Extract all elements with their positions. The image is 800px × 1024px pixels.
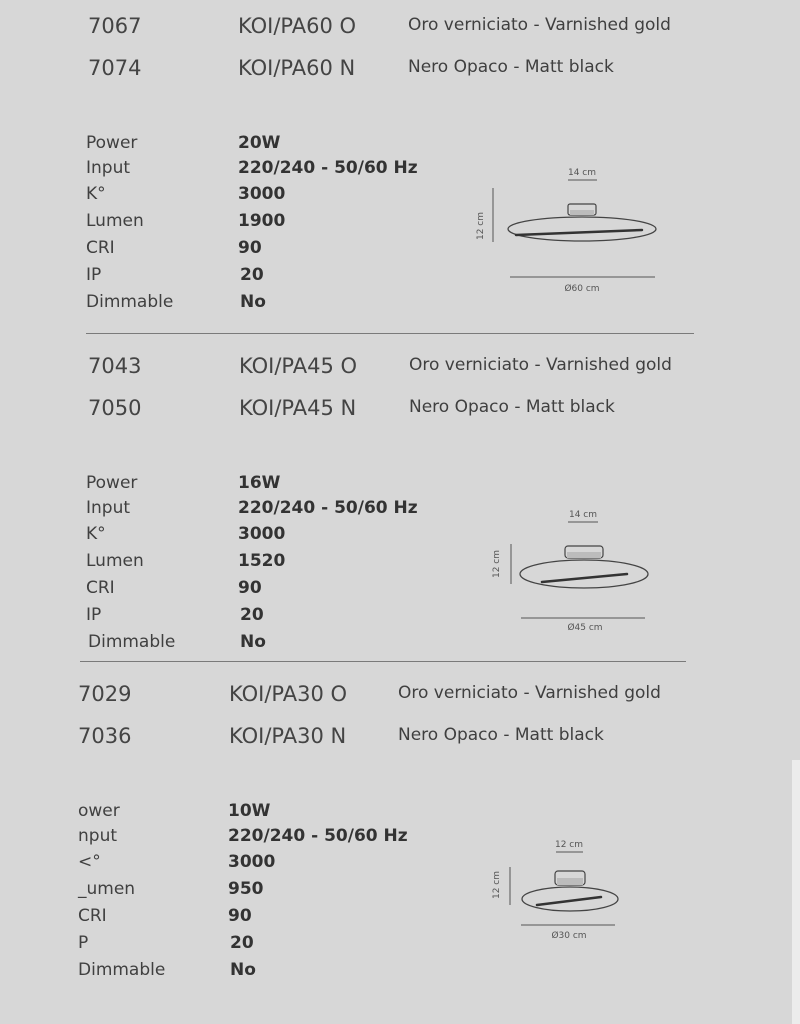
spec-label-input: Input: [86, 158, 131, 178]
product-code: 7067: [88, 14, 142, 38]
spec-label-k: K°: [86, 184, 106, 204]
canopy-shade: [567, 552, 601, 558]
dimension-diameter-label: Ø60 cm: [564, 284, 600, 294]
section-divider: [86, 333, 694, 334]
product-model: KOI/PA45 O: [239, 354, 358, 378]
dimension-top-label: 14 cm: [567, 168, 597, 178]
product-finish: Nero Opaco - Matt black: [409, 397, 615, 417]
spec-value-k: 3000: [228, 852, 276, 872]
spec-label-dimmable: Dimmable: [78, 960, 166, 980]
spec-value-power: 10W: [228, 801, 271, 821]
lamp-light-slot: [537, 897, 601, 905]
spec-value-k: 3000: [238, 524, 286, 544]
product-finish: Oro verniciato - Varnished gold: [408, 15, 671, 35]
spec-value-ip: 20: [230, 933, 254, 953]
dimension-height-label: 12 cm: [476, 211, 486, 241]
spec-value-k: 3000: [238, 184, 286, 204]
dimension-height-label: 12 cm: [492, 549, 502, 579]
product-model: KOI/PA30 O: [229, 682, 348, 706]
spec-label-dimmable: Dimmable: [86, 292, 174, 312]
spec-label-k: K°: [86, 524, 106, 544]
product-section-pa45: [0, 340, 800, 664]
spec-label-cri: CRI: [86, 238, 115, 258]
spec-value-power: 20W: [238, 133, 281, 153]
spec-label-input: nput: [78, 826, 118, 846]
spec-value-dimmable: No: [230, 960, 256, 980]
dimension-top-label: 12 cm: [554, 840, 584, 850]
lamp-light-slot: [516, 230, 642, 235]
spec-label-ip: IP: [86, 265, 102, 285]
product-code: 7036: [78, 724, 132, 748]
product-model: KOI/PA60 O: [238, 14, 357, 38]
product-code: 7050: [88, 396, 142, 420]
dimension-drawing-pa60: [470, 160, 670, 300]
spec-label-lumen: Lumen: [86, 211, 144, 231]
product-finish: Oro verniciato - Varnished gold: [409, 355, 672, 375]
spec-value-input: 220/240 - 50/60 Hz: [238, 498, 418, 518]
spec-label-power: ower: [78, 801, 120, 821]
lamp-light-slot: [542, 574, 627, 582]
spec-value-dimmable: No: [240, 292, 266, 312]
product-model: KOI/PA45 N: [239, 396, 357, 420]
dimension-diameter-label: Ø45 cm: [567, 623, 603, 633]
spec-value-input: 220/240 - 50/60 Hz: [228, 826, 408, 846]
product-code: 7043: [88, 354, 142, 378]
product-finish: Nero Opaco - Matt black: [398, 725, 604, 745]
dimension-top-label: 14 cm: [568, 510, 598, 520]
product-finish: Nero Opaco - Matt black: [408, 57, 614, 77]
spec-label-cri: CRI: [78, 906, 107, 926]
spec-label-input: Input: [86, 498, 131, 518]
spec-value-ip: 20: [240, 265, 264, 285]
spec-label-cri: CRI: [86, 578, 115, 598]
product-section-pa30: [0, 668, 800, 1018]
product-code: 7074: [88, 56, 142, 80]
spec-label-power: Power: [86, 133, 138, 153]
spec-label-k: <°: [78, 852, 101, 872]
spec-value-input: 220/240 - 50/60 Hz: [238, 158, 418, 178]
dimension-drawing-pa45: [485, 502, 665, 637]
spec-value-power: 16W: [238, 473, 281, 493]
spec-label-power: Power: [86, 473, 138, 493]
dimension-drawing-pa30: [485, 833, 635, 948]
product-model: KOI/PA30 N: [229, 724, 347, 748]
dimension-height-label: 12 cm: [492, 870, 502, 900]
spec-value-lumen: 1900: [238, 211, 286, 231]
spec-label-dimmable: Dimmable: [88, 632, 176, 652]
product-model: KOI/PA60 N: [238, 56, 356, 80]
product-section-pa60: [0, 0, 800, 336]
lamp-disc-outline: [508, 217, 656, 241]
product-code: 7029: [78, 682, 132, 706]
spec-label-ip: P: [78, 933, 89, 953]
spec-label-lumen: _umen: [78, 879, 136, 899]
dimension-diameter-label: Ø30 cm: [551, 931, 587, 941]
canopy-shade: [570, 210, 594, 215]
spec-value-cri: 90: [238, 578, 262, 598]
spec-value-ip: 20: [240, 605, 264, 625]
spec-label-lumen: Lumen: [86, 551, 144, 571]
lamp-disc-outline: [522, 887, 618, 911]
product-finish: Oro verniciato - Varnished gold: [398, 683, 661, 703]
spec-value-lumen: 950: [228, 879, 264, 899]
lamp-disc-outline: [520, 560, 648, 588]
spec-label-ip: IP: [86, 605, 102, 625]
spec-value-cri: 90: [238, 238, 262, 258]
spec-value-lumen: 1520: [238, 551, 286, 571]
spec-value-dimmable: No: [240, 632, 266, 652]
spec-value-cri: 90: [228, 906, 252, 926]
section-divider: [80, 661, 686, 662]
page-edge-strip: [792, 760, 800, 1024]
canopy-shade: [557, 878, 583, 885]
